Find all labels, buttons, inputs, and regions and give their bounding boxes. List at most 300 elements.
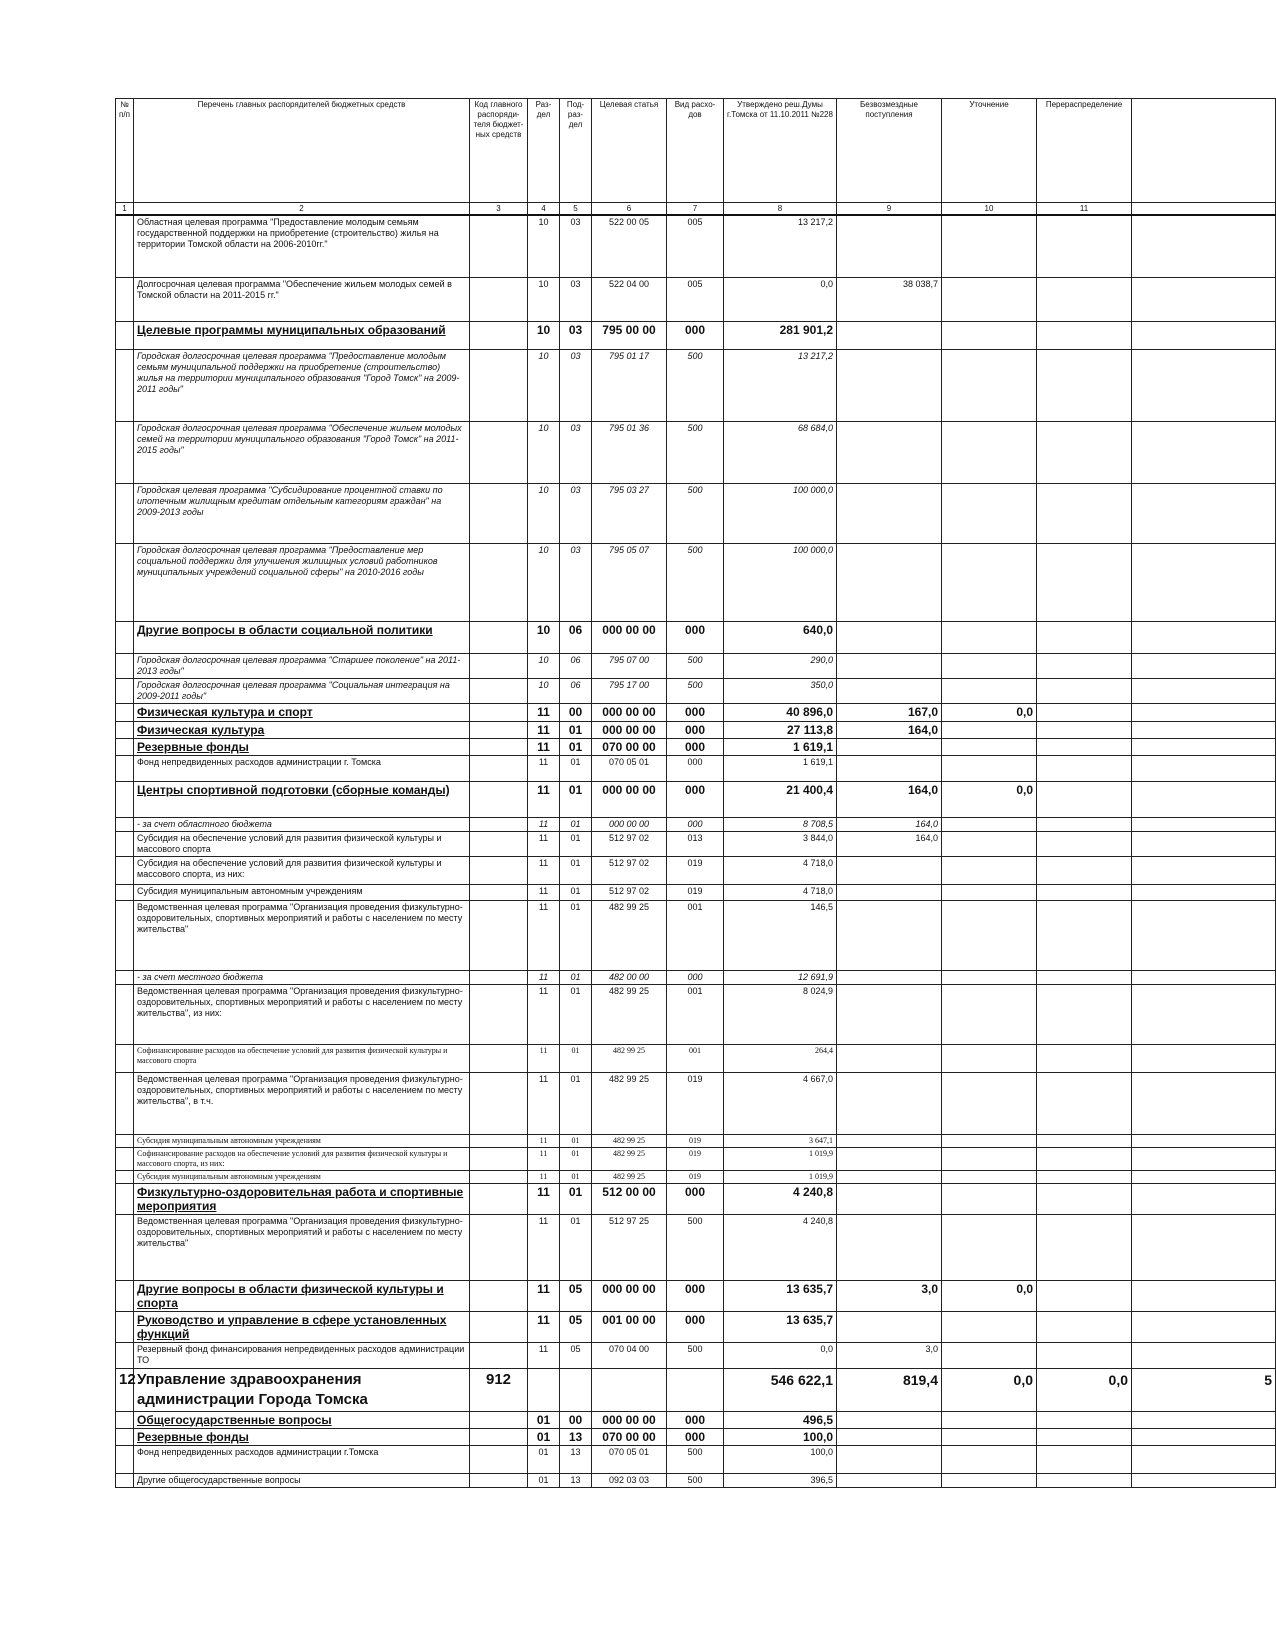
cell-num bbox=[116, 900, 134, 970]
cell-utv: 496,5 bbox=[724, 1411, 837, 1428]
cell-kod bbox=[470, 831, 528, 856]
cell-bezv bbox=[837, 900, 942, 970]
cell-statya: 795 00 00 bbox=[592, 321, 667, 349]
cell-statya: 512 00 00 bbox=[592, 1183, 667, 1214]
cell-vid: 000 bbox=[667, 1311, 724, 1342]
cell-utoch bbox=[942, 721, 1037, 738]
cell-bezv bbox=[837, 543, 942, 621]
cell-razdel: 11 bbox=[528, 856, 560, 884]
cell-extra bbox=[1132, 900, 1276, 970]
cell-statya: 522 00 05 bbox=[592, 215, 667, 277]
cell-pere bbox=[1037, 781, 1132, 817]
cell-bezv bbox=[837, 1214, 942, 1280]
cell-num bbox=[116, 1473, 134, 1487]
cell-kod bbox=[470, 984, 528, 1044]
colnum: 9 bbox=[837, 203, 942, 216]
cell-statya: 000 00 00 bbox=[592, 1280, 667, 1311]
table-row bbox=[116, 738, 1276, 755]
cell-bezv bbox=[837, 738, 942, 755]
cell-pere bbox=[1037, 1170, 1132, 1183]
cell-vid: 500 bbox=[667, 543, 724, 621]
cell-razdel: 11 bbox=[528, 703, 560, 721]
cell-extra bbox=[1132, 831, 1276, 856]
cell-podrazdel: 01 bbox=[560, 1214, 592, 1280]
cell-utoch bbox=[942, 1134, 1037, 1147]
hdr-name: Перечень главных распорядителей бюджетных средств bbox=[134, 99, 470, 203]
cell-pere bbox=[1037, 421, 1132, 483]
cell-utoch bbox=[942, 653, 1037, 678]
table-body bbox=[116, 215, 1276, 1487]
cell-utv: 146,5 bbox=[724, 900, 837, 970]
table-row bbox=[116, 1072, 1276, 1134]
table-row bbox=[116, 1411, 1276, 1428]
cell-num bbox=[116, 1342, 134, 1368]
cell-name: Физкультурно-оздоровительная работа и спортивные мероприятия bbox=[134, 1183, 470, 1214]
cell-pere bbox=[1037, 738, 1132, 755]
cell-pere bbox=[1037, 970, 1132, 984]
cell-bezv bbox=[837, 483, 942, 543]
hdr-vid: Вид расхо-дов bbox=[667, 99, 724, 203]
cell-pere bbox=[1037, 621, 1132, 653]
cell-name: Руководство и управление в сфере установленных функций bbox=[134, 1311, 470, 1342]
cell-kod bbox=[470, 884, 528, 900]
cell-utoch bbox=[942, 738, 1037, 755]
table-row bbox=[116, 1311, 1276, 1342]
cell-statya: 522 04 00 bbox=[592, 277, 667, 321]
cell-name: Другие вопросы в области социальной политики bbox=[134, 621, 470, 653]
cell-vid: 005 bbox=[667, 277, 724, 321]
cell-kod bbox=[470, 277, 528, 321]
table-row bbox=[116, 1428, 1276, 1445]
cell-extra bbox=[1132, 703, 1276, 721]
cell-utv: 281 901,2 bbox=[724, 321, 837, 349]
cell-pere bbox=[1037, 856, 1132, 884]
cell-vid: 019 bbox=[667, 1147, 724, 1170]
cell-num bbox=[116, 721, 134, 738]
cell-kod bbox=[470, 678, 528, 703]
cell-extra bbox=[1132, 781, 1276, 817]
cell-utv: 264,4 bbox=[724, 1044, 837, 1072]
cell-kod bbox=[470, 1311, 528, 1342]
cell-bezv bbox=[837, 653, 942, 678]
cell-vid: 001 bbox=[667, 900, 724, 970]
cell-utoch bbox=[942, 349, 1037, 421]
cell-razdel: 11 bbox=[528, 817, 560, 831]
cell-utv: 13 635,7 bbox=[724, 1311, 837, 1342]
table-row bbox=[116, 755, 1276, 781]
cell-vid: 001 bbox=[667, 1044, 724, 1072]
cell-utv: 8 708,5 bbox=[724, 817, 837, 831]
cell-podrazdel: 00 bbox=[560, 703, 592, 721]
cell-kod bbox=[470, 349, 528, 421]
cell-statya: 482 99 25 bbox=[592, 900, 667, 970]
cell-kod bbox=[470, 321, 528, 349]
cell-extra bbox=[1132, 1214, 1276, 1280]
cell-statya bbox=[592, 1368, 667, 1411]
cell-utv: 100,0 bbox=[724, 1445, 837, 1473]
cell-pere bbox=[1037, 1072, 1132, 1134]
cell-num bbox=[116, 1311, 134, 1342]
cell-extra bbox=[1132, 1311, 1276, 1342]
cell-bezv: 164,0 bbox=[837, 721, 942, 738]
cell-razdel: 10 bbox=[528, 349, 560, 421]
cell-vid: 000 bbox=[667, 703, 724, 721]
cell-pere bbox=[1037, 1280, 1132, 1311]
budget-table-page bbox=[115, 98, 1275, 1488]
cell-name: Областная целевая программа "Предоставление молодым семьям государственной поддержки на приобретение (строительство) жилья на территории Томской области на 2006-2010гг." bbox=[134, 215, 470, 277]
cell-podrazdel: 01 bbox=[560, 1044, 592, 1072]
cell-utv: 1 619,1 bbox=[724, 755, 837, 781]
cell-podrazdel: 06 bbox=[560, 621, 592, 653]
cell-vid: 000 bbox=[667, 1183, 724, 1214]
cell-pere bbox=[1037, 1445, 1132, 1473]
cell-utv: 396,5 bbox=[724, 1473, 837, 1487]
cell-vid: 500 bbox=[667, 1342, 724, 1368]
cell-extra bbox=[1132, 1428, 1276, 1445]
cell-statya: 795 01 36 bbox=[592, 421, 667, 483]
cell-utv: 0,0 bbox=[724, 277, 837, 321]
cell-utv: 350,0 bbox=[724, 678, 837, 703]
cell-statya: 482 99 25 bbox=[592, 1134, 667, 1147]
cell-bezv: 164,0 bbox=[837, 817, 942, 831]
hdr-podrazdel: Под-раз-дел bbox=[560, 99, 592, 203]
cell-kod bbox=[470, 1183, 528, 1214]
cell-statya: 092 03 03 bbox=[592, 1473, 667, 1487]
cell-utoch bbox=[942, 678, 1037, 703]
table-row bbox=[116, 1044, 1276, 1072]
cell-kod bbox=[470, 1428, 528, 1445]
cell-utoch bbox=[942, 900, 1037, 970]
colnum bbox=[1132, 203, 1276, 216]
cell-num bbox=[116, 1445, 134, 1473]
cell-vid: 500 bbox=[667, 421, 724, 483]
cell-bezv bbox=[837, 349, 942, 421]
cell-name: Резервный фонд финансирования непредвиденных расходов администрации ТО bbox=[134, 1342, 470, 1368]
cell-bezv bbox=[837, 321, 942, 349]
cell-razdel: 11 bbox=[528, 884, 560, 900]
cell-bezv bbox=[837, 1311, 942, 1342]
cell-name: Субсидия муниципальным автономным учреждениям bbox=[134, 1134, 470, 1147]
cell-statya: 482 00 00 bbox=[592, 970, 667, 984]
cell-utoch: 0,0 bbox=[942, 1368, 1037, 1411]
colnum: 5 bbox=[560, 203, 592, 216]
cell-podrazdel: 05 bbox=[560, 1311, 592, 1342]
cell-pere bbox=[1037, 678, 1132, 703]
cell-utoch bbox=[942, 543, 1037, 621]
cell-razdel: 01 bbox=[528, 1473, 560, 1487]
cell-utv: 13 217,2 bbox=[724, 215, 837, 277]
cell-razdel: 10 bbox=[528, 653, 560, 678]
column-number-row bbox=[116, 203, 1276, 216]
cell-podrazdel: 05 bbox=[560, 1342, 592, 1368]
cell-bezv bbox=[837, 1044, 942, 1072]
cell-name: Субсидия на обеспечение условий для развития физической культуры и массового спорта bbox=[134, 831, 470, 856]
table-row bbox=[116, 900, 1276, 970]
cell-razdel: 01 bbox=[528, 1445, 560, 1473]
table-row bbox=[116, 543, 1276, 621]
cell-statya: 512 97 02 bbox=[592, 856, 667, 884]
cell-utoch bbox=[942, 215, 1037, 277]
cell-razdel: 11 bbox=[528, 1134, 560, 1147]
cell-pere bbox=[1037, 277, 1132, 321]
cell-bezv bbox=[837, 884, 942, 900]
cell-statya: 512 97 25 bbox=[592, 1214, 667, 1280]
cell-razdel: 11 bbox=[528, 831, 560, 856]
cell-num bbox=[116, 653, 134, 678]
cell-name: Ведомственная целевая программа "Организация проведения физкультурно-оздоровительных, спортивных мероприятий и работы с населением по месту жительства" bbox=[134, 900, 470, 970]
cell-vid: 019 bbox=[667, 1170, 724, 1183]
cell-vid: 500 bbox=[667, 1214, 724, 1280]
cell-utoch bbox=[942, 1044, 1037, 1072]
cell-name: Ведомственная целевая программа "Организация проведения физкультурно-оздоровительных, спортивных мероприятий и работы с населением по месту жительства", из них: bbox=[134, 984, 470, 1044]
cell-utoch bbox=[942, 1147, 1037, 1170]
cell-podrazdel: 01 bbox=[560, 856, 592, 884]
cell-extra bbox=[1132, 421, 1276, 483]
cell-num bbox=[116, 817, 134, 831]
cell-podrazdel: 01 bbox=[560, 721, 592, 738]
cell-utv: 1 019,9 bbox=[724, 1147, 837, 1170]
cell-razdel: 10 bbox=[528, 421, 560, 483]
cell-name: - за счет местного бюджета bbox=[134, 970, 470, 984]
cell-pere bbox=[1037, 984, 1132, 1044]
cell-utv: 68 684,0 bbox=[724, 421, 837, 483]
cell-razdel: 11 bbox=[528, 1311, 560, 1342]
cell-utv: 13 635,7 bbox=[724, 1280, 837, 1311]
cell-razdel: 11 bbox=[528, 1170, 560, 1183]
colnum: 3 bbox=[470, 203, 528, 216]
cell-extra bbox=[1132, 817, 1276, 831]
cell-extra bbox=[1132, 621, 1276, 653]
table-row bbox=[116, 215, 1276, 277]
cell-statya: 795 07 00 bbox=[592, 653, 667, 678]
cell-name: Городская целевая программа "Субсидирование процентной ставки по ипотечным жилищным кредитам отдельным категориям граждан" на 2009-2013 годы bbox=[134, 483, 470, 543]
cell-podrazdel: 01 bbox=[560, 817, 592, 831]
cell-vid: 000 bbox=[667, 970, 724, 984]
cell-name: Фонд непредвиденных расходов администрации г. Томска bbox=[134, 755, 470, 781]
cell-name: Софинансирование расходов на обеспечение условий для развития физической культуры и массового спорта, из них: bbox=[134, 1147, 470, 1170]
cell-pere bbox=[1037, 1134, 1132, 1147]
cell-utoch bbox=[942, 984, 1037, 1044]
cell-vid: 001 bbox=[667, 984, 724, 1044]
cell-podrazdel: 01 bbox=[560, 884, 592, 900]
cell-num bbox=[116, 1044, 134, 1072]
table-row bbox=[116, 1183, 1276, 1214]
cell-pere bbox=[1037, 1428, 1132, 1445]
cell-vid: 500 bbox=[667, 1473, 724, 1487]
cell-utv: 0,0 bbox=[724, 1342, 837, 1368]
cell-kod bbox=[470, 781, 528, 817]
hdr-utoch: Уточнение bbox=[942, 99, 1037, 203]
cell-kod bbox=[470, 1473, 528, 1487]
table-row bbox=[116, 421, 1276, 483]
cell-statya: 512 97 02 bbox=[592, 884, 667, 900]
cell-bezv bbox=[837, 1147, 942, 1170]
cell-podrazdel: 01 bbox=[560, 984, 592, 1044]
cell-razdel: 10 bbox=[528, 215, 560, 277]
cell-utv: 4 667,0 bbox=[724, 1072, 837, 1134]
colnum: 4 bbox=[528, 203, 560, 216]
cell-statya: 000 00 00 bbox=[592, 1411, 667, 1428]
cell-statya: 482 99 25 bbox=[592, 1147, 667, 1170]
cell-vid: 019 bbox=[667, 856, 724, 884]
cell-statya: 482 99 25 bbox=[592, 1044, 667, 1072]
cell-utv: 4 718,0 bbox=[724, 884, 837, 900]
cell-statya: 795 03 27 bbox=[592, 483, 667, 543]
cell-utv: 1 619,1 bbox=[724, 738, 837, 755]
table-row bbox=[116, 1170, 1276, 1183]
cell-num bbox=[116, 781, 134, 817]
cell-podrazdel: 06 bbox=[560, 678, 592, 703]
cell-vid: 000 bbox=[667, 1411, 724, 1428]
cell-statya: 795 05 07 bbox=[592, 543, 667, 621]
cell-utv: 21 400,4 bbox=[724, 781, 837, 817]
cell-num bbox=[116, 703, 134, 721]
cell-razdel: 11 bbox=[528, 1072, 560, 1134]
table-row bbox=[116, 721, 1276, 738]
cell-name: Субсидия муниципальным автономным учреждениям bbox=[134, 1170, 470, 1183]
cell-name: Субсидия муниципальным автономным учреждениям bbox=[134, 884, 470, 900]
cell-bezv: 167,0 bbox=[837, 703, 942, 721]
table-row bbox=[116, 1134, 1276, 1147]
cell-podrazdel: 03 bbox=[560, 421, 592, 483]
cell-podrazdel: 01 bbox=[560, 970, 592, 984]
cell-razdel: 11 bbox=[528, 900, 560, 970]
cell-utv: 100,0 bbox=[724, 1428, 837, 1445]
cell-kod bbox=[470, 1342, 528, 1368]
cell-utv: 1 019,9 bbox=[724, 1170, 837, 1183]
cell-extra bbox=[1132, 738, 1276, 755]
cell-razdel: 11 bbox=[528, 1147, 560, 1170]
cell-utv: 4 718,0 bbox=[724, 856, 837, 884]
cell-num bbox=[116, 738, 134, 755]
cell-extra bbox=[1132, 678, 1276, 703]
colnum: 1 bbox=[116, 203, 134, 216]
cell-utoch bbox=[942, 817, 1037, 831]
cell-name: Долгосрочная целевая программа "Обеспечение жильем молодых семей в Томской области на 2011-2015 гг." bbox=[134, 277, 470, 321]
cell-razdel: 10 bbox=[528, 321, 560, 349]
table-row bbox=[116, 781, 1276, 817]
cell-name: Софинансирование расходов на обеспечение условий для развития физической культуры и массового спорта bbox=[134, 1044, 470, 1072]
cell-kod bbox=[470, 755, 528, 781]
cell-kod: 912 bbox=[470, 1368, 528, 1411]
cell-pere bbox=[1037, 884, 1132, 900]
colnum: 7 bbox=[667, 203, 724, 216]
cell-podrazdel: 03 bbox=[560, 349, 592, 421]
cell-utoch bbox=[942, 1214, 1037, 1280]
cell-podrazdel: 03 bbox=[560, 543, 592, 621]
cell-name: Субсидия на обеспечение условий для развития физической культуры и массового спорта, из них: bbox=[134, 856, 470, 884]
cell-kod bbox=[470, 738, 528, 755]
cell-vid: 005 bbox=[667, 215, 724, 277]
cell-vid: 013 bbox=[667, 831, 724, 856]
hdr-kod: Код главного распоряди-теля бюджет-ных средств bbox=[470, 99, 528, 203]
cell-podrazdel: 03 bbox=[560, 215, 592, 277]
cell-pere bbox=[1037, 543, 1132, 621]
table-row bbox=[116, 678, 1276, 703]
cell-bezv bbox=[837, 215, 942, 277]
table-row bbox=[116, 321, 1276, 349]
cell-num bbox=[116, 984, 134, 1044]
cell-vid: 500 bbox=[667, 678, 724, 703]
cell-statya: 000 00 00 bbox=[592, 817, 667, 831]
cell-podrazdel: 03 bbox=[560, 277, 592, 321]
cell-num bbox=[116, 1411, 134, 1428]
table-row bbox=[116, 831, 1276, 856]
cell-utoch bbox=[942, 483, 1037, 543]
cell-extra: 5 bbox=[1132, 1368, 1276, 1411]
cell-podrazdel: 01 bbox=[560, 1170, 592, 1183]
cell-pere bbox=[1037, 1147, 1132, 1170]
cell-extra bbox=[1132, 543, 1276, 621]
cell-kod bbox=[470, 1072, 528, 1134]
cell-num bbox=[116, 543, 134, 621]
cell-kod bbox=[470, 543, 528, 621]
cell-utoch bbox=[942, 1170, 1037, 1183]
cell-pere: 0,0 bbox=[1037, 1368, 1132, 1411]
cell-pere bbox=[1037, 1311, 1132, 1342]
cell-statya: 000 00 00 bbox=[592, 721, 667, 738]
cell-utv: 290,0 bbox=[724, 653, 837, 678]
table-row bbox=[116, 653, 1276, 678]
cell-kod bbox=[470, 703, 528, 721]
cell-bezv bbox=[837, 1072, 942, 1134]
table-row bbox=[116, 884, 1276, 900]
table-row bbox=[116, 483, 1276, 543]
cell-kod bbox=[470, 1214, 528, 1280]
cell-num bbox=[116, 215, 134, 277]
cell-bezv bbox=[837, 984, 942, 1044]
cell-statya: 482 99 25 bbox=[592, 984, 667, 1044]
cell-pere bbox=[1037, 215, 1132, 277]
cell-extra bbox=[1132, 1183, 1276, 1214]
cell-podrazdel: 03 bbox=[560, 321, 592, 349]
cell-statya: 795 01 17 bbox=[592, 349, 667, 421]
cell-podrazdel: 05 bbox=[560, 1280, 592, 1311]
cell-extra bbox=[1132, 653, 1276, 678]
cell-vid: 500 bbox=[667, 483, 724, 543]
hdr-utv: Утверждено реш.Думы г.Томска от 11.10.2011 №228 bbox=[724, 99, 837, 203]
cell-kod bbox=[470, 483, 528, 543]
cell-extra bbox=[1132, 1170, 1276, 1183]
cell-podrazdel: 01 bbox=[560, 1147, 592, 1170]
cell-kod bbox=[470, 1170, 528, 1183]
cell-utoch: 0,0 bbox=[942, 1280, 1037, 1311]
cell-utoch bbox=[942, 421, 1037, 483]
cell-podrazdel: 06 bbox=[560, 653, 592, 678]
table-row bbox=[116, 277, 1276, 321]
cell-statya: 070 00 00 bbox=[592, 1428, 667, 1445]
cell-name: Физическая культура и спорт bbox=[134, 703, 470, 721]
cell-vid: 000 bbox=[667, 817, 724, 831]
cell-pere bbox=[1037, 900, 1132, 970]
table-row bbox=[116, 349, 1276, 421]
cell-utv: 4 240,8 bbox=[724, 1183, 837, 1214]
cell-utv: 546 622,1 bbox=[724, 1368, 837, 1411]
cell-vid: 019 bbox=[667, 1134, 724, 1147]
cell-name: Другие общегосударственные вопросы bbox=[134, 1473, 470, 1487]
cell-num bbox=[116, 678, 134, 703]
cell-vid: 019 bbox=[667, 884, 724, 900]
cell-utoch bbox=[942, 1072, 1037, 1134]
hdr-pere: Перераспределение bbox=[1037, 99, 1132, 203]
cell-utoch bbox=[942, 970, 1037, 984]
cell-kod bbox=[470, 421, 528, 483]
cell-podrazdel: 13 bbox=[560, 1445, 592, 1473]
cell-utv: 4 240,8 bbox=[724, 1214, 837, 1280]
cell-kod bbox=[470, 900, 528, 970]
cell-pere bbox=[1037, 483, 1132, 543]
cell-statya: 000 00 00 bbox=[592, 703, 667, 721]
